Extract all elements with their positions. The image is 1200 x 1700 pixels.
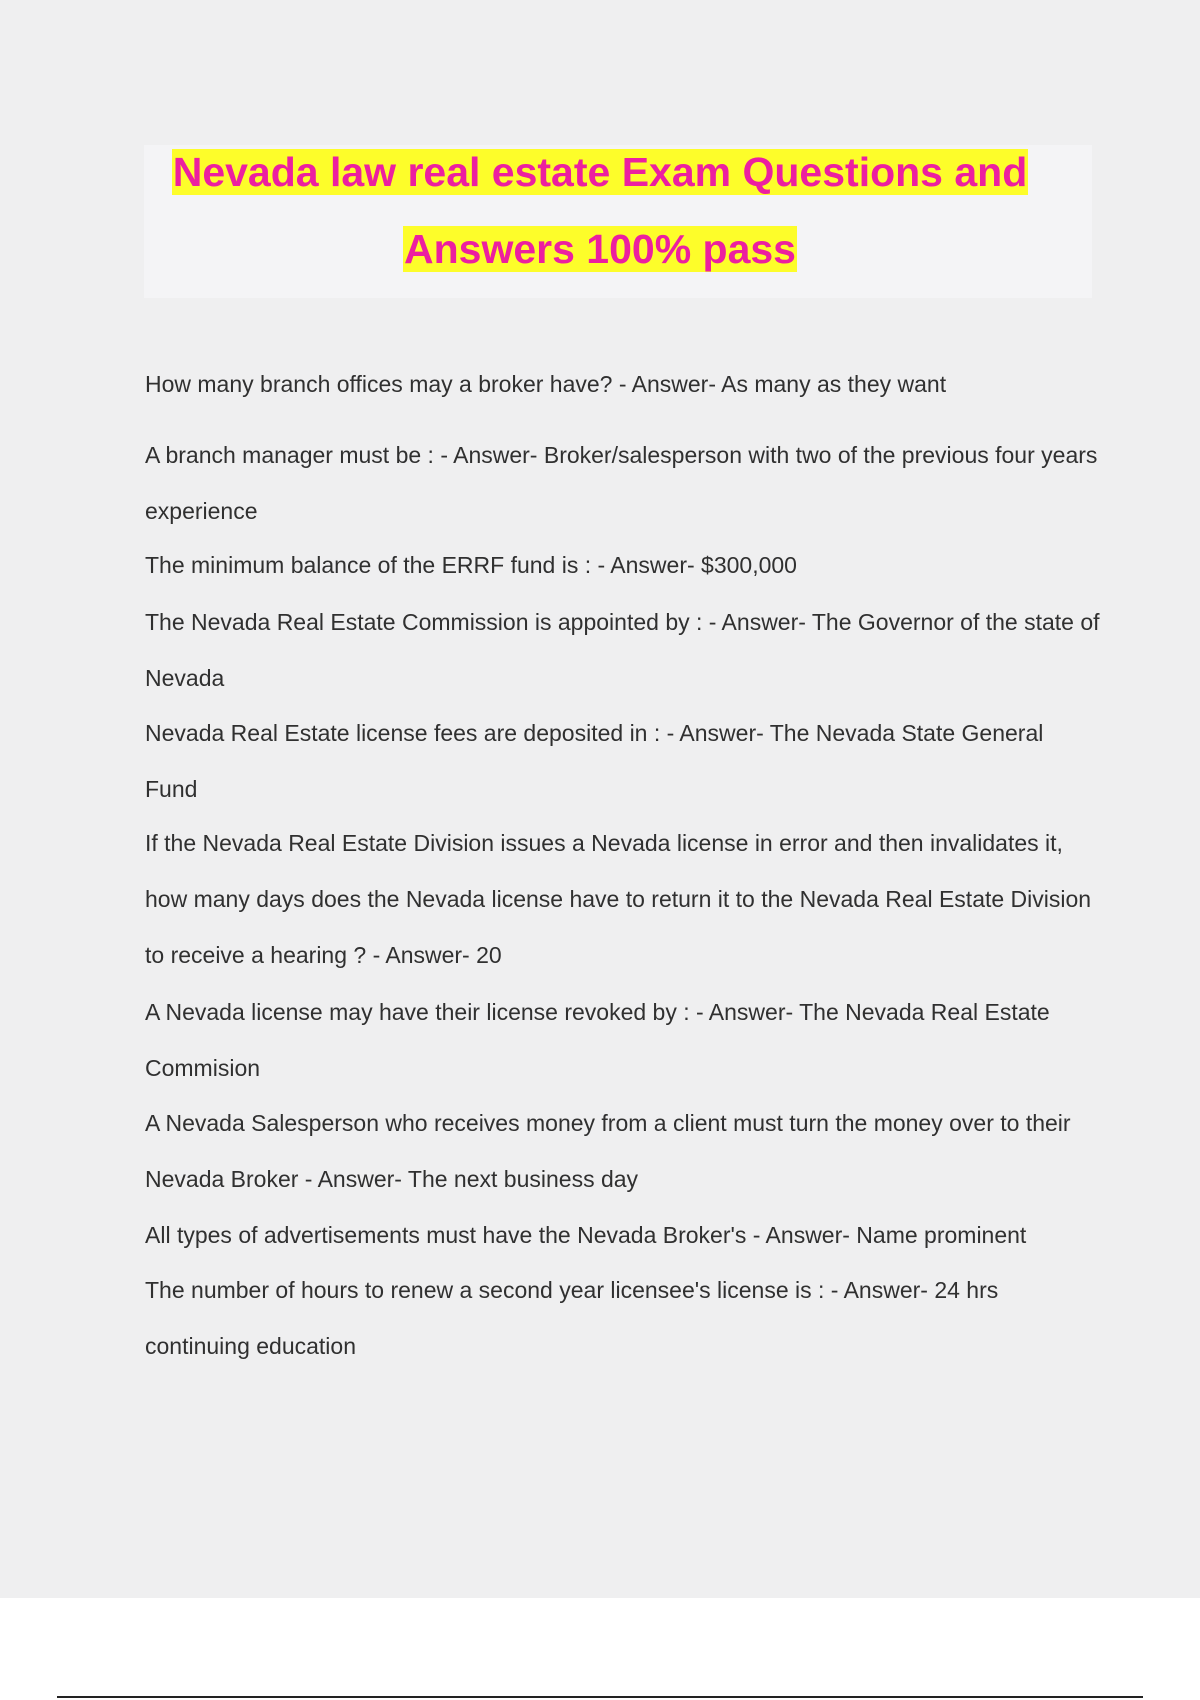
footer-rule [57,1696,1143,1698]
document-title-line-2 [0,225,1200,273]
document-title-line-1 [0,148,1200,196]
qa-item: The minimum balance of the ERRF fund is : - Answer- $300,000 [145,552,797,578]
qa-item: All types of advertisements must have the Nevada Broker's - Answer- Name prominent [145,1222,1027,1248]
qa-item: A Nevada license may have their license revoked by : - Answer- The Nevada Real Estate Commision [145,999,1050,1081]
qa-item: The number of hours to renew a second year licensee's license is : - Answer- 24 hrs continuing education [145,1277,999,1359]
qa-item: If the Nevada Real Estate Division issues a Nevada license in error and then invalidates it, how many days does the Nevada license have to return it to the Nevada Real Estate Division to receive a hearing ? - Answer- 20 [145,830,1092,968]
qa-item: A Nevada Salesperson who receives money from a client must turn the money over to their Nevada Broker - Answer- The next business day [145,1110,1071,1192]
qa-item: How many branch offices may a broker have? - Answer- As many as they want [145,371,947,397]
qa-item: The Nevada Real Estate Commission is appointed by : - Answer- The Governor of the state of Nevada [145,609,1100,691]
title-highlight-2: Answers 100% pass [403,226,796,272]
qa-item: Nevada Real Estate license fees are deposited in : - Answer- The Nevada State General Fund [145,720,1044,802]
title-highlight-1: Nevada law real estate Exam Questions and [172,149,1028,195]
qa-item: A branch manager must be : - Answer- Broker/salesperson with two of the previous four years experience [145,442,1098,524]
